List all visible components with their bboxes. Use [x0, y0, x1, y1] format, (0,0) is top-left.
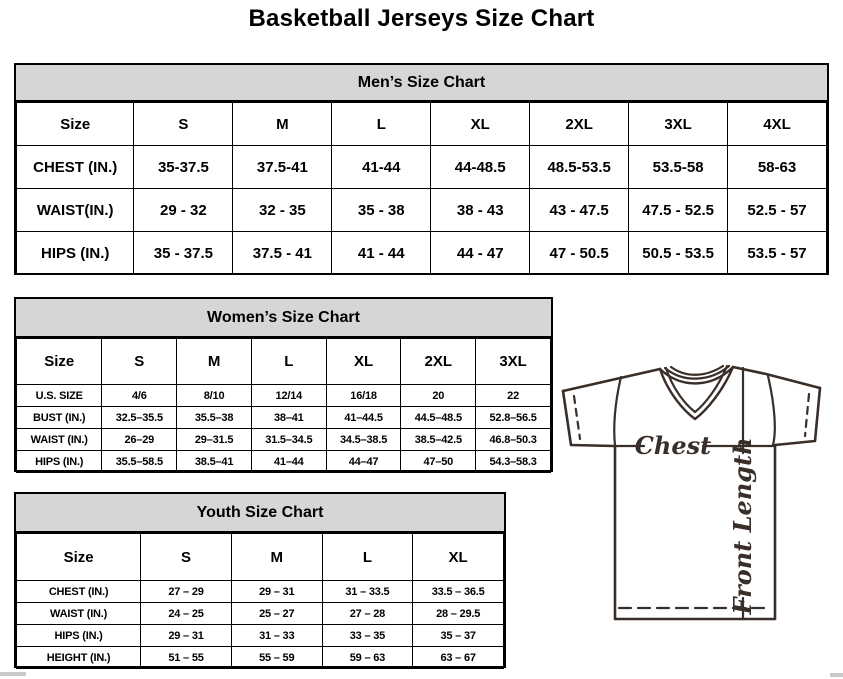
size-header-m: M [231, 534, 322, 581]
horizontal-scrollbar-fragment-left[interactable] [0, 672, 26, 676]
size-value-cell: 44–47 [326, 451, 401, 473]
size-header-xl: XL [413, 534, 504, 581]
size-value-cell: 38 - 43 [431, 189, 530, 232]
row-label: BUST (IN.) [17, 407, 102, 429]
column-header-row [17, 103, 827, 146]
column-header-row [17, 339, 551, 385]
measurement-row [17, 232, 827, 275]
size-column-header: Size [17, 103, 134, 146]
size-value-cell: 54.3–58.3 [476, 451, 551, 473]
size-value-cell: 33 – 35 [322, 625, 413, 647]
size-value-cell: 38–41 [251, 407, 326, 429]
row-label: U.S. SIZE [17, 385, 102, 407]
size-value-cell: 32 - 35 [233, 189, 332, 232]
size-value-cell: 28 – 29.5 [413, 603, 504, 625]
size-value-cell: 41-44 [332, 146, 431, 189]
size-value-cell: 63 – 67 [413, 647, 504, 669]
size-value-cell: 35.5–58.5 [102, 451, 177, 473]
jersey-diagram-svg [553, 357, 843, 642]
size-value-cell: 41–44 [251, 451, 326, 473]
size-value-cell: 34.5–38.5 [326, 429, 401, 451]
row-label: WAIST (IN.) [17, 429, 102, 451]
size-value-cell: 41 - 44 [332, 232, 431, 275]
size-value-cell: 4/6 [102, 385, 177, 407]
size-header-s: S [134, 103, 233, 146]
size-value-cell: 29–31.5 [177, 429, 252, 451]
size-header-xl: XL [431, 103, 530, 146]
size-value-cell: 32.5–35.5 [102, 407, 177, 429]
measurement-row [17, 647, 504, 669]
size-value-cell: 44-48.5 [431, 146, 530, 189]
size-column-header: Size [17, 534, 141, 581]
size-value-cell: 31 – 33 [231, 625, 322, 647]
size-value-cell: 52.8–56.5 [476, 407, 551, 429]
size-value-cell: 33.5 – 36.5 [413, 581, 504, 603]
size-header-xl: XL [326, 339, 401, 385]
size-value-cell: 44 - 47 [431, 232, 530, 275]
size-value-cell: 59 – 63 [322, 647, 413, 669]
size-value-cell: 38.5–42.5 [401, 429, 476, 451]
chest-measurement-label: Chest [634, 431, 712, 460]
size-header-3xl: 3XL [476, 339, 551, 385]
measurement-row [17, 581, 504, 603]
size-value-cell: 41–44.5 [326, 407, 401, 429]
size-header-3xl: 3XL [629, 103, 728, 146]
measurement-row [17, 146, 827, 189]
size-value-cell: 20 [401, 385, 476, 407]
row-label: HIPS (IN.) [17, 625, 141, 647]
size-header-2xl: 2XL [530, 103, 629, 146]
size-value-cell: 38.5–41 [177, 451, 252, 473]
size-value-cell: 52.5 - 57 [728, 189, 827, 232]
measurement-row [17, 451, 551, 473]
youth-size-table [16, 533, 504, 669]
size-value-cell: 55 – 59 [231, 647, 322, 669]
size-value-cell: 27 – 29 [141, 581, 232, 603]
size-header-s: S [141, 534, 232, 581]
size-value-cell: 29 – 31 [231, 581, 322, 603]
measurement-row [17, 385, 551, 407]
mens-size-chart [14, 63, 829, 275]
size-value-cell: 43 - 47.5 [530, 189, 629, 232]
mens-size-table [16, 102, 827, 275]
size-header-2xl: 2XL [401, 339, 476, 385]
size-value-cell: 22 [476, 385, 551, 407]
womens-size-table [16, 338, 551, 473]
size-value-cell: 35 – 37 [413, 625, 504, 647]
youth-size-chart [14, 492, 506, 668]
size-value-cell: 53.5 - 57 [728, 232, 827, 275]
size-header-l: L [322, 534, 413, 581]
size-value-cell: 24 – 25 [141, 603, 232, 625]
size-column-header: Size [17, 339, 102, 385]
size-value-cell: 48.5-53.5 [530, 146, 629, 189]
measurement-row [17, 189, 827, 232]
size-value-cell: 53.5-58 [629, 146, 728, 189]
horizontal-scrollbar-fragment-right[interactable] [830, 673, 843, 677]
womens-size-chart [14, 297, 553, 472]
size-value-cell: 27 – 28 [322, 603, 413, 625]
measurement-row [17, 625, 504, 647]
size-header-m: M [233, 103, 332, 146]
front-length-measurement-label: Front Length [728, 437, 757, 615]
row-label: CHEST (IN.) [17, 581, 141, 603]
column-header-row [17, 534, 504, 581]
size-value-cell: 29 – 31 [141, 625, 232, 647]
size-value-cell: 44.5–48.5 [401, 407, 476, 429]
size-header-l: L [332, 103, 431, 146]
size-value-cell: 37.5 - 41 [233, 232, 332, 275]
size-value-cell: 47 - 50.5 [530, 232, 629, 275]
size-value-cell: 16/18 [326, 385, 401, 407]
youth-chart-title: Youth Size Chart [16, 494, 504, 533]
mens-chart-title: Men’s Size Chart [16, 65, 827, 102]
size-value-cell: 31.5–34.5 [251, 429, 326, 451]
size-header-m: M [177, 339, 252, 385]
size-value-cell: 37.5-41 [233, 146, 332, 189]
size-value-cell: 29 - 32 [134, 189, 233, 232]
size-value-cell: 35 - 37.5 [134, 232, 233, 275]
measurement-row [17, 603, 504, 625]
row-label: WAIST(IN.) [17, 189, 134, 232]
size-header-l: L [251, 339, 326, 385]
size-value-cell: 12/14 [251, 385, 326, 407]
row-label: HEIGHT (IN.) [17, 647, 141, 669]
measurement-row [17, 407, 551, 429]
size-header-4xl: 4XL [728, 103, 827, 146]
size-value-cell: 8/10 [177, 385, 252, 407]
size-value-cell: 35-37.5 [134, 146, 233, 189]
size-value-cell: 47–50 [401, 451, 476, 473]
size-value-cell: 31 – 33.5 [322, 581, 413, 603]
row-label: WAIST (IN.) [17, 603, 141, 625]
page-title: Basketball Jerseys Size Chart [248, 5, 595, 32]
size-value-cell: 25 – 27 [231, 603, 322, 625]
size-value-cell: 35.5–38 [177, 407, 252, 429]
row-label: HIPS (IN.) [17, 232, 134, 275]
size-value-cell: 58-63 [728, 146, 827, 189]
size-value-cell: 47.5 - 52.5 [629, 189, 728, 232]
womens-chart-title: Women’s Size Chart [16, 299, 551, 338]
size-header-s: S [102, 339, 177, 385]
size-value-cell: 51 – 55 [141, 647, 232, 669]
row-label: HIPS (IN.) [17, 451, 102, 473]
jersey-measurement-diagram [553, 357, 843, 642]
size-value-cell: 35 - 38 [332, 189, 431, 232]
measurement-row [17, 429, 551, 451]
size-value-cell: 50.5 - 53.5 [629, 232, 728, 275]
size-value-cell: 26–29 [102, 429, 177, 451]
size-value-cell: 46.8–50.3 [476, 429, 551, 451]
row-label: CHEST (IN.) [17, 146, 134, 189]
